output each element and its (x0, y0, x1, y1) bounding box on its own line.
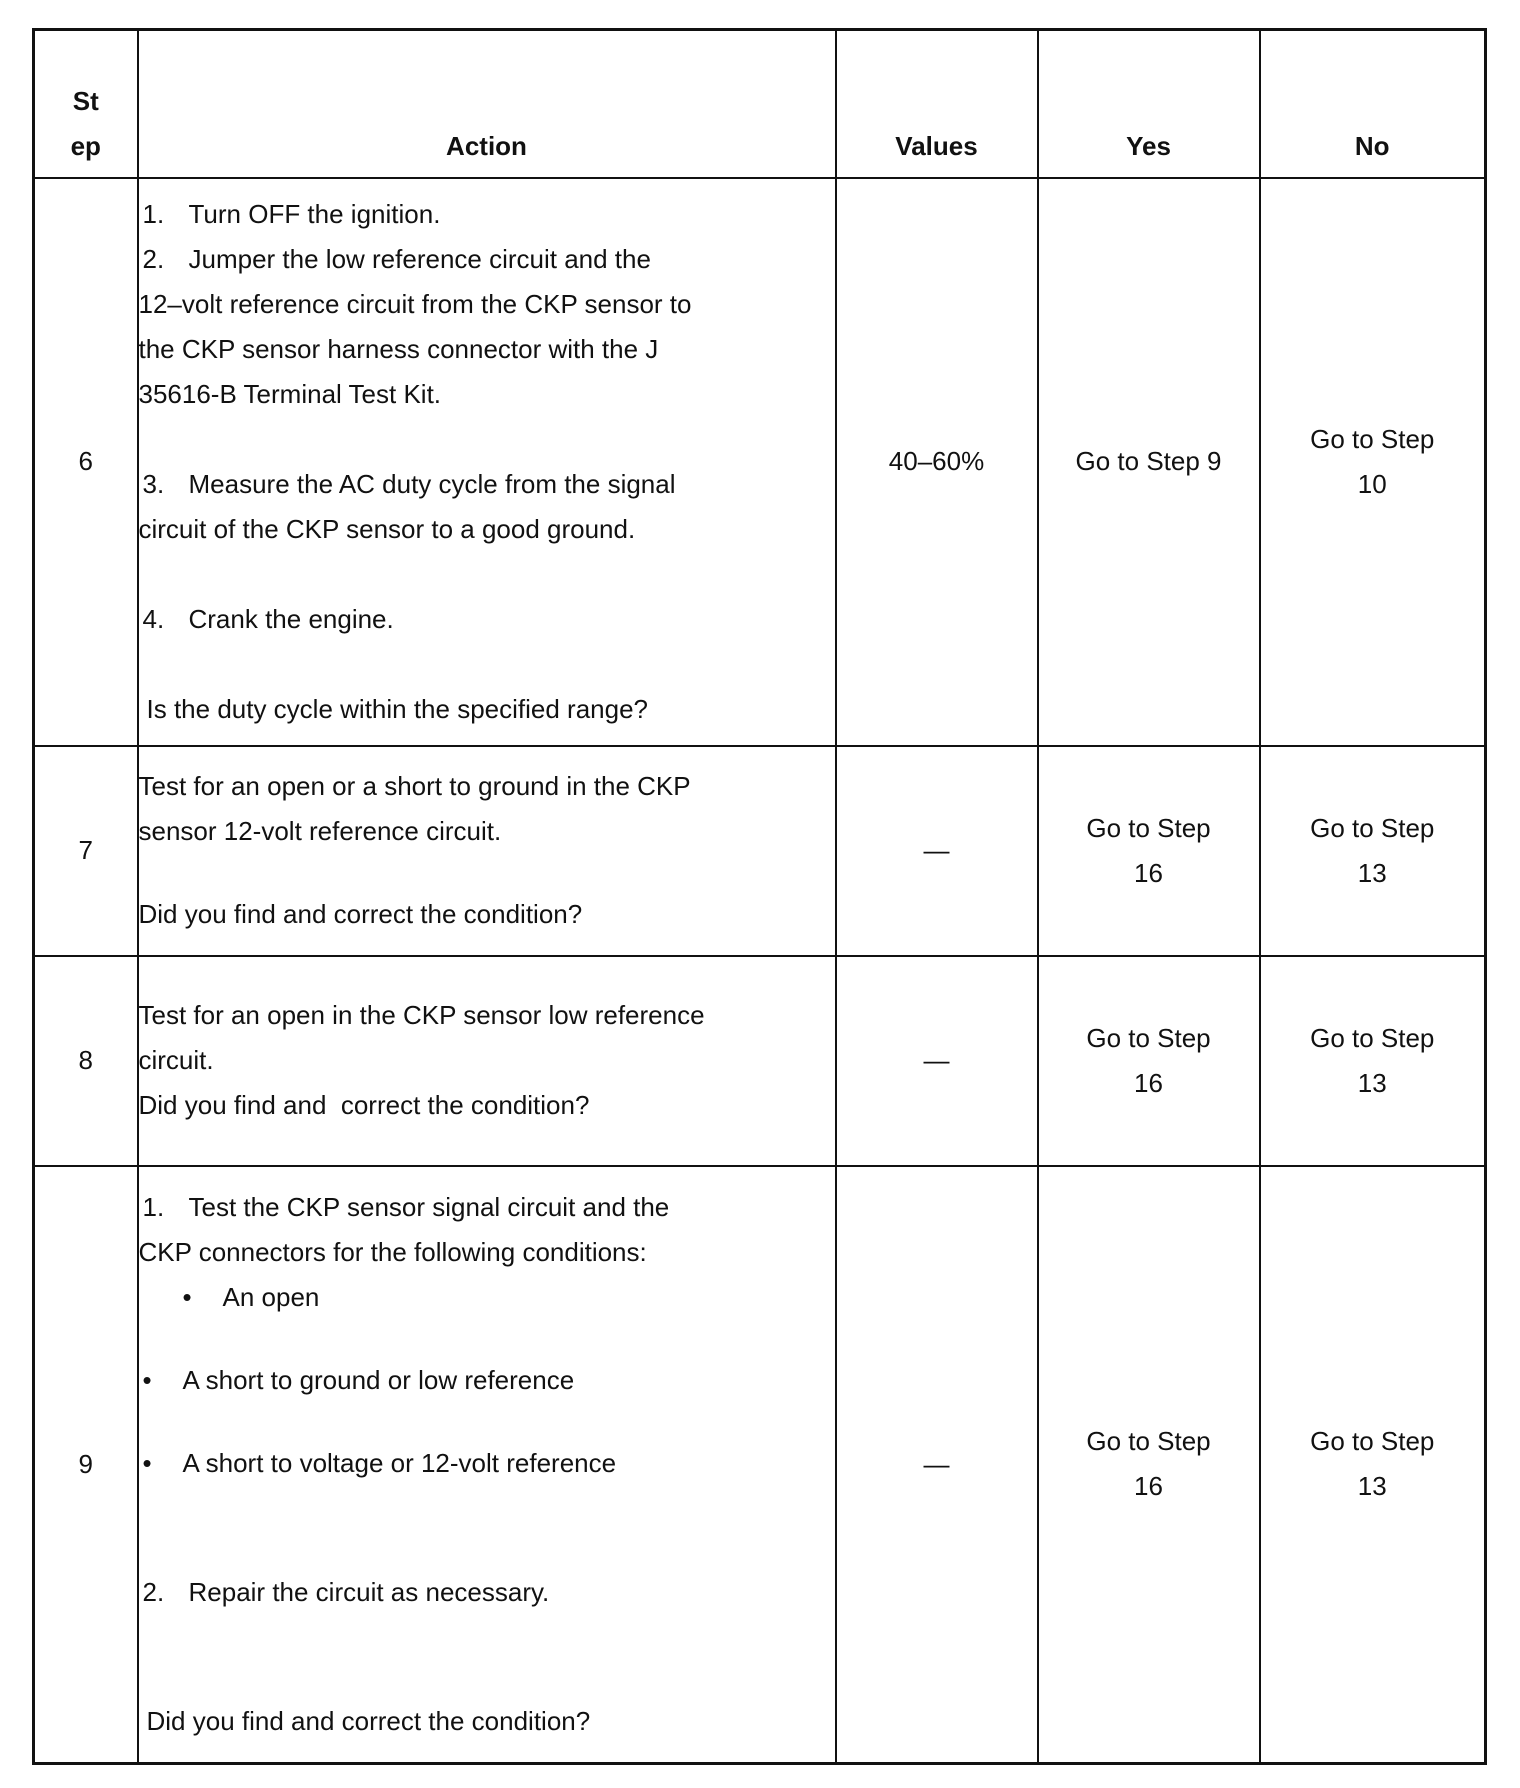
no-goto-step: 13 (1357, 1471, 1387, 1502)
action-text: Test the CKP sensor signal circuit and the (188, 1191, 670, 1222)
yes-cell: Go to Step 9 (1038, 178, 1260, 746)
item-number: 2. (142, 1576, 165, 1607)
table-row-step-9 (34, 1166, 1486, 1764)
yes-goto-label: Go to Step (1086, 1426, 1211, 1457)
action-text: Repair the circuit as necessary. (188, 1576, 550, 1607)
action-question: Did you find and correct the condition? (138, 899, 583, 929)
header-step (34, 30, 138, 178)
item-number: 4. (142, 603, 165, 634)
action-text: circuit. (138, 1045, 214, 1075)
no-goto-label: Go to Step (1310, 1022, 1435, 1053)
no-cell (1260, 746, 1486, 956)
yes-goto-step: 16 (1134, 1471, 1163, 1502)
action-cell (138, 956, 836, 1166)
action-question: Did you find and correct the condition? (138, 1090, 590, 1120)
no-goto-label: Go to Step (1310, 1426, 1435, 1457)
header-values: Values (836, 30, 1038, 178)
no-cell (1260, 1166, 1486, 1764)
no-goto-step: 13 (1357, 857, 1387, 888)
action-cell (138, 178, 836, 746)
item-number: 1. (142, 198, 165, 229)
diagnostic-table (32, 28, 1487, 1765)
bullet-text: An open (222, 1281, 320, 1312)
bullet-icon: • (142, 1447, 152, 1478)
values-cell: — (836, 1166, 1038, 1764)
yes-cell (1038, 746, 1260, 956)
action-text: 35616-B Terminal Test Kit. (138, 378, 442, 409)
action-text: CKP connectors for the following conditions: (138, 1236, 647, 1267)
action-text: sensor 12-volt reference circuit. (138, 816, 502, 846)
item-number: 3. (142, 468, 165, 499)
header-action: Action (138, 30, 836, 178)
item-number: 2. (142, 243, 165, 274)
no-goto-step: 13 (1357, 1067, 1387, 1098)
action-text: Measure the AC duty cycle from the signal (188, 468, 676, 499)
action-question: Did you find and correct the condition? (146, 1705, 591, 1736)
action-text: the CKP sensor harness connector with the J (138, 333, 659, 364)
yes-goto-step: 16 (1134, 857, 1163, 888)
action-text: Test for an open or a short to ground in the CKP (138, 771, 691, 801)
no-cell (1260, 178, 1486, 746)
no-goto-label: Go to Step (1310, 423, 1435, 454)
step-number: 7 (34, 746, 138, 956)
bullet-text: A short to voltage or 12-volt reference (182, 1447, 617, 1478)
bullet-icon: • (142, 1364, 152, 1395)
header-no: No (1260, 30, 1486, 178)
no-goto-step: 10 (1357, 468, 1387, 499)
action-text: circuit of the CKP sensor to a good ground. (138, 513, 636, 544)
action-text: Test for an open in the CKP sensor low reference (138, 1000, 705, 1030)
action-text: Jumper the low reference circuit and the (188, 243, 651, 274)
action-cell (138, 746, 836, 956)
no-goto-label: Go to Step (1310, 812, 1435, 843)
header-yes: Yes (1038, 30, 1260, 178)
no-cell (1260, 956, 1486, 1166)
action-text: Turn OFF the ignition. (188, 198, 441, 229)
action-cell (138, 1166, 836, 1764)
step-number: 9 (34, 1166, 138, 1764)
yes-cell (1038, 1166, 1260, 1764)
yes-goto-step: 16 (1134, 1067, 1163, 1098)
table-row-step-6 (34, 178, 1486, 746)
values-cell: — (836, 956, 1038, 1166)
step-number: 6 (34, 178, 138, 746)
bullet-icon: • (182, 1281, 192, 1312)
header-row (34, 30, 1486, 178)
header-step-line1: St (72, 85, 99, 116)
yes-goto-label: Go to Step (1086, 1022, 1211, 1053)
yes-cell (1038, 956, 1260, 1166)
table-row-step-8 (34, 956, 1486, 1166)
values-cell: — (836, 746, 1038, 956)
header-step-line2: ep (70, 130, 101, 161)
values-cell: 40–60% (836, 178, 1038, 746)
yes-goto-label: Go to Step (1086, 812, 1211, 843)
action-text: 12–volt reference circuit from the CKP sensor to (138, 288, 692, 319)
item-number: 1. (142, 1191, 165, 1222)
action-text: Crank the engine. (188, 603, 394, 634)
table-row-step-7 (34, 746, 1486, 956)
action-question: Is the duty cycle within the specified range? (146, 693, 649, 724)
step-number: 8 (34, 956, 138, 1166)
bullet-text: A short to ground or low reference (182, 1364, 575, 1395)
